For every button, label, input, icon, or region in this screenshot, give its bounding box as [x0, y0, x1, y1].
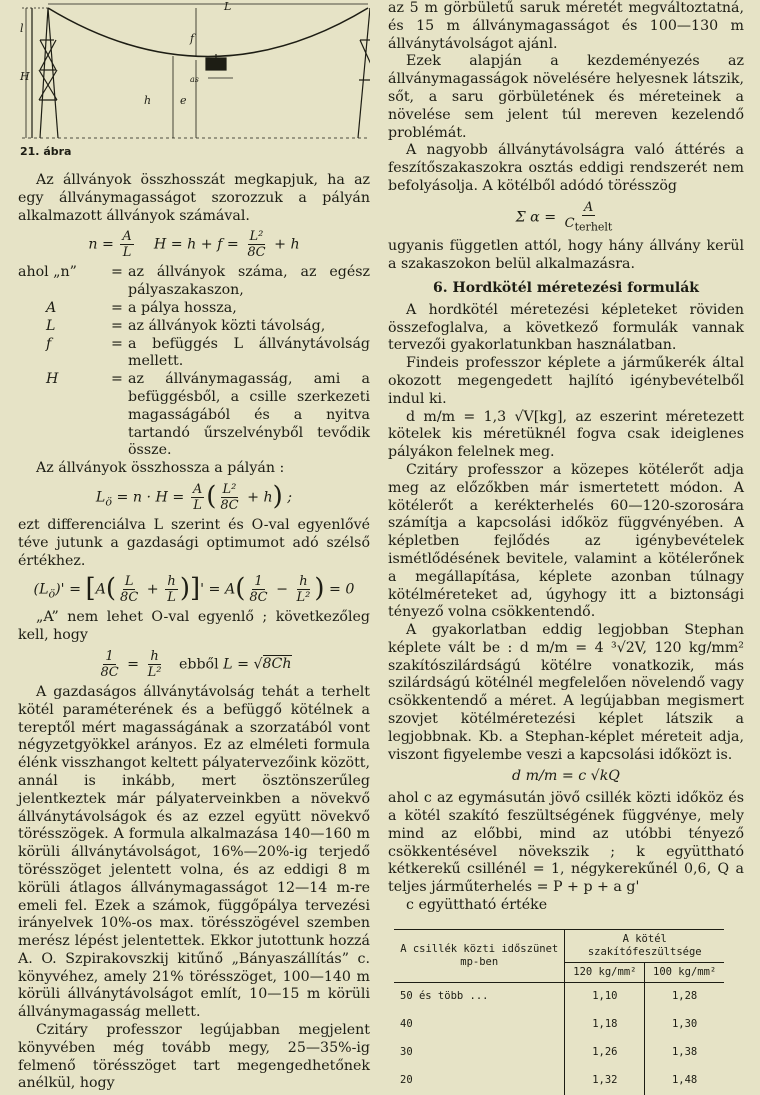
left-column [18, 0, 370, 1093]
table-header-100: 100 kg/mm² [645, 962, 724, 982]
section-heading-6: 6. Hordkötél méretezési formulák [433, 279, 699, 296]
right-paragraph-11: c együttható értéke [406, 897, 548, 914]
definition-row: H = az állványmagasság, ami a befüggésből, a csille szerkezeti magasságából és a nyitva tartandó űrszelvényből tevődik össze. [46, 371, 370, 459]
right-column [388, 0, 744, 1095]
right-paragraph-1: az 5 m görbületű saruk méretét megváltoztatná, és 15 m állványmagasságot és 100—130 m állványtávolságot ajánl. [388, 0, 744, 52]
coefficient-table [394, 929, 724, 1095]
left-paragraph-1: Az állványok összhosszát megkapjuk, ha az egy állványmagasságot szorozzuk a pályán alkalmazott állványok számával. [18, 172, 370, 224]
fig-label-l: l [20, 22, 24, 35]
table-row: 20 1,32 1,48 [394, 1067, 724, 1095]
right-paragraph-7: d m/m = 1,3 √V[kg], az eszerint méretezett kötelek kis méretüknél fogva csak ideiglenes pályákon felelnek meg. [388, 408, 744, 461]
equation-total-length: $L_ö = n \cdot H$ = $\frac{A}{L}$ ( $\frac{\text{L²}}{8C}$ + h) ; [95, 481, 293, 513]
left-paragraph-4: „A” nem lehet O-val egyenlő ; következőleg kell, hogy [18, 609, 370, 644]
definitions-list [18, 264, 370, 460]
table-header-120: 120 kg/mm² [565, 962, 645, 982]
definition-row: ahol „n” = az állványok száma, az egész pályaszakaszon, [18, 264, 370, 299]
table-row: 50 és több ... 1,10 1,28 [394, 982, 724, 1011]
table-header-interval: A csillék közti időszünet mp-ben [394, 929, 565, 982]
right-paragraph-2: Ezek alapján a kezdeményezés az állványmagasságok növelésére helyesnek látszik, sőt, a saru görbületének és méreteinek a növelése sem jelent túl mereven kezelendő problémát. [388, 53, 744, 141]
definition-row: A = a pálya hossza, [46, 299, 237, 316]
figure-caption: 21. ábra [20, 145, 72, 158]
equation-n-H: n = $\frac{A}{L}$ H = h + f = $\frac{\text{L²}}{8C}$ + h [88, 229, 300, 261]
figure-21 [18, 0, 370, 160]
left-paragraph-5: A gazdaságos állványtávolság tehát a terhelt kötél paraméterének és a befüggő kötélnek a tereptől mért magasságának a szorzatából vont négyzetgyökkel arányos. Ez az elméleti formula élénk visszhangot keltett pályatervezőink között, annál is inkább, mert ösztönszerűleg jelentkeztek már pályaterveinkben a növekvő állványtávolságok és az ezzel együtt növekvő törésszögek. A formula alkalmazása 140—160 m körüli állványtávolságot, 16%—20%-ig terjedő törésszöget jelentett volna, és az eddigi 8 m körüli átlagos állványmagasságot 12—14 m-re emeli fel. Ezek a számok, függőpálya tervezési irányelvek 10%-os max. törésszögével szemben merész lépést jelentettek. Ekkor jutottunk hozzá A. O. Szpirakovszkij kitűnő „Bányaszállítás” c. könyvéhez, amely 21% törésszöget, 100—140 m körüli állványtávolságot említ, 10—15 m körüli állványmagasság mellett. [18, 683, 370, 1021]
right-paragraph-3: A nagyobb állványtávolságra való áttérés a feszítőszakaszokra osztás eddigi rendszerét nem befolyásolja. A kötélből adódó törésszög [388, 142, 744, 194]
table-row: 30 1,26 1,38 [394, 1039, 724, 1067]
fig-label-e: e [180, 94, 187, 107]
right-paragraph-8: Czitáry professzor a közepes kötélerőt adja meg az előzőkben már ismertetett módon. A kötélerőt a kerékterhelés 60—120-szorosára számítja a kapcsolási időköz függvényében. A képletben fejlődés az igénybevételek ismétlődésének bevitele, valamint a kötélerőnek a megállapítása, képlete azonban túlnagy kötélméreteket ad, úgyhogy itt a biztonsági tényező volna csökkentendő. [388, 461, 744, 621]
table-row: 40 1,18 1,30 [394, 1011, 724, 1039]
equation-derivative: $(L_ö)' = [A$( $\frac{L}{8C}$ + $\frac{h}{L}$ )]' = A( $\frac{1}{8C}$ − $\frac{h}{\text{L²}}$ ) = 0 [33, 573, 355, 606]
fig-label-H: H [20, 70, 30, 83]
equation-break-angle: Σ α = $\frac{A}{C_{terhelt}}$ [515, 199, 613, 234]
right-paragraph-4: ugyanis független attól, hogy hány állvány kerül a szakaszokon belül alkalmazásra. [388, 238, 744, 273]
equation-optimum: $\frac{1}{8C}$ = $\frac{h}{\text{L²}}$ ebből L = √8Ch [100, 648, 292, 680]
definition-row: L = az állványok közti távolság, [46, 317, 326, 334]
ropeway-diagram [18, 0, 370, 160]
right-paragraph-9: A gyakorlatban eddig legjobban Stephan képlete vált be : d m/m = 4 ³√2V, 120 kg/mm² szakítószilárdságú kötélre vonatkozik, más szilárdságú kötélnél megfelelően növelendő vagy csökkentendő a méret. A legújabban megismert szovjet kötélméretezési képlet látszik a legjobbnak. Kb. a Stephan-képlet méreteit adja, viszont figyelembe veszi a kapcsolási időközt is. [388, 622, 744, 763]
definition-row: f = a befüggés L állványtávolság mellett. [46, 335, 370, 370]
table-header-tension: A kötél szakítófeszültsége [565, 929, 724, 962]
right-paragraph-10: ahol c az egymásután jövő csillék közti időköz és a kötél szakító feszültségének függvénye, mely mind az előbbi, mind az utóbbi tényező csökkentésével növekszik ; k együttható kétkerekű csillénél = 1, négykerekűnél 0,6, Q a teljes járműterhelés = P + p + a g' [388, 790, 744, 896]
left-paragraph-2: Az állványok összhossza a pályán : [36, 460, 285, 477]
right-paragraph-6: Findeis professzor képlete a járműkerék által okozott megengedett hajlító igénybevételből indul ki. [388, 355, 744, 407]
left-paragraph-3: ezt differenciálva L szerint és O-val egyenlővé téve jutunk a gazdasági optimumot adó szélső értékhez. [18, 516, 370, 569]
equation-soviet: d m/m = c √kQ [512, 768, 620, 785]
fig-label-as: as [190, 75, 199, 84]
fig-label-h: h [144, 94, 152, 107]
fig-label-L: L [224, 0, 232, 13]
left-paragraph-6: Czitáry professzor legújabban megjelent könyvében még tovább megy, 25—35%-ig felmenő törésszöget tart megengedhetőnek anélkül, hogy [18, 1022, 370, 1092]
right-paragraph-5: A hordkötél méretezési képleteket röviden összefoglalva, a következő formulák vannak tervezői gyakorlatunkban használatban. [388, 301, 744, 354]
fig-label-f: f [190, 32, 195, 45]
